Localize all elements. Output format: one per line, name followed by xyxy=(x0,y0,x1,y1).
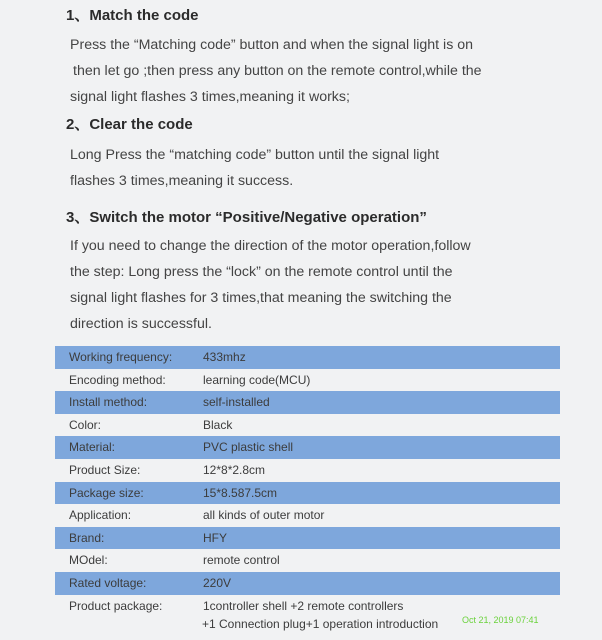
spec-value: learning code(MCU) xyxy=(203,372,311,387)
spec-value: 1controller shell +2 remote controllers xyxy=(203,598,404,613)
spec-row xyxy=(55,482,560,505)
spec-row xyxy=(55,549,560,572)
spec-label: Working frequency: xyxy=(69,350,173,364)
spec-label: Product package: xyxy=(69,598,163,613)
timestamp-overlay: Oct 21, 2019 07:41 xyxy=(462,615,539,625)
spec-label: MOdel: xyxy=(69,553,108,568)
spec-row xyxy=(55,414,560,437)
spec-value: 433mhz xyxy=(203,350,246,364)
body-line: signal light flashes 3 times,meaning it works; xyxy=(70,89,350,105)
section-heading-switch-motor: 3、Switch the motor “Positive/Negative operation” xyxy=(66,209,427,226)
spec-row xyxy=(55,459,560,482)
body-line: then let go ;then press any button on the remote control,while the xyxy=(73,63,482,79)
section-body-match-code xyxy=(70,32,482,110)
spec-row xyxy=(55,391,560,414)
spec-label: Brand: xyxy=(69,530,105,545)
spec-row xyxy=(55,595,560,618)
body-line: signal light flashes for 3 times,that meaning the switching the xyxy=(70,290,452,306)
section-body-clear-code xyxy=(70,142,439,194)
spec-value: PVC plastic shell xyxy=(203,440,294,455)
spec-label: Encoding method: xyxy=(69,372,166,387)
spec-label: Product Size: xyxy=(69,462,141,477)
spec-value: 12*8*2.8cm xyxy=(203,462,266,477)
body-line: direction is successful. xyxy=(70,316,212,332)
spec-row xyxy=(55,436,560,459)
body-line: the step: Long press the “lock” on the remote control until the xyxy=(70,264,453,280)
spec-table xyxy=(55,346,560,617)
spec-value: remote control xyxy=(203,553,280,568)
spec-row xyxy=(55,346,560,369)
spec-value: 220V xyxy=(203,575,232,590)
body-line: If you need to change the direction of the motor operation,follow xyxy=(70,238,471,254)
section-heading-clear-code: 2、Clear the code xyxy=(66,116,193,133)
spec-label: Rated voltage: xyxy=(69,575,147,590)
body-line: Long Press the “matching code” button until the signal light xyxy=(70,147,440,163)
spec-label: Color: xyxy=(69,417,102,432)
spec-row xyxy=(55,527,560,550)
package-continuation: +1 Connection plug+1 operation introduction xyxy=(202,617,439,631)
spec-label: Install method: xyxy=(69,395,148,410)
spec-label: Application: xyxy=(69,508,132,523)
spec-value: 15*8.587.5cm xyxy=(203,485,278,500)
spec-value: all kinds of outer motor xyxy=(203,508,325,523)
spec-label: Material: xyxy=(69,440,116,455)
spec-value: self-installed xyxy=(203,395,270,410)
spec-row xyxy=(55,572,560,595)
spec-value: HFY xyxy=(203,530,227,545)
body-line: flashes 3 times,meaning it success. xyxy=(70,173,294,189)
spec-row xyxy=(55,369,560,392)
section-body-switch-motor xyxy=(70,233,471,337)
body-line: Press the “Matching code” button and when the signal light is on xyxy=(70,37,474,53)
spec-row xyxy=(55,504,560,527)
spec-label: Package size: xyxy=(69,485,144,500)
section-heading-match-code: 1、Match the code xyxy=(66,7,199,24)
spec-value: Black xyxy=(203,417,233,432)
